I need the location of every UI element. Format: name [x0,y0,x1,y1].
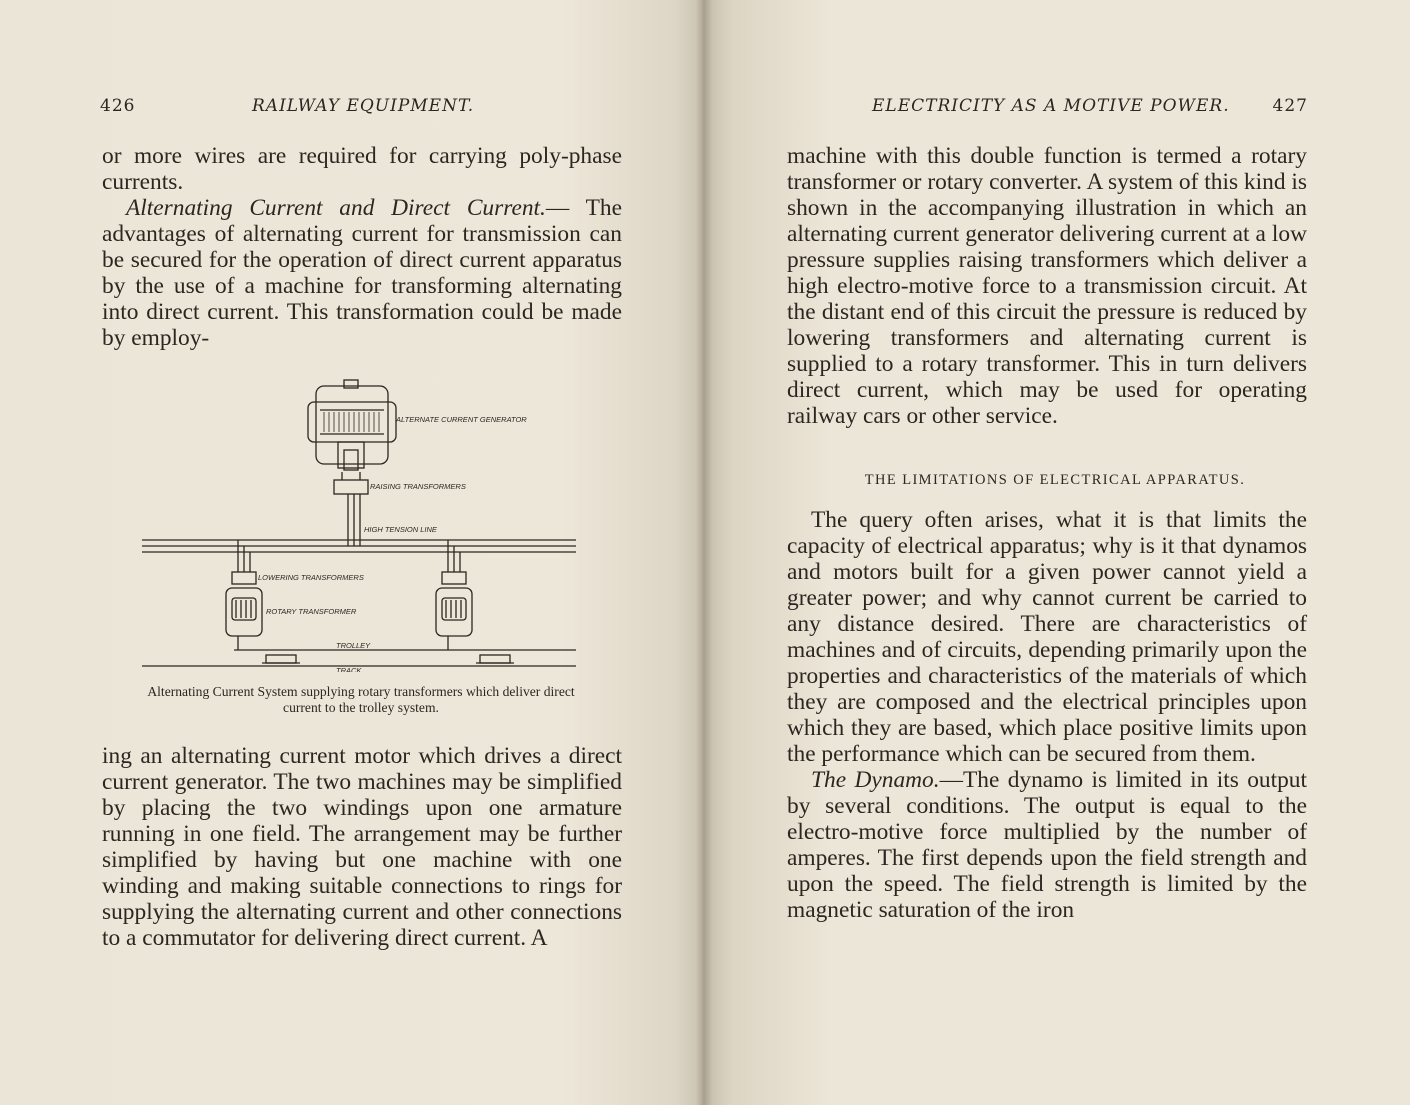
lowering-transformer-right [442,572,466,584]
generator-housing [316,386,388,464]
paragraph: The query often arises, what it is that limits the capacity of electrical apparatus; why is it that dynamos and motors built for a given power cannot yield a greater power; and why cannot current be carried to any distance desired. There are characteristics of machines and of circuits, depending primarily upon the properties and characteristics of the materials of which they are composed and the electrical principles upon which they are based, which place positive limits upon the performance which can be secured from them. [787,507,1307,767]
section-heading: THE LIMITATIONS OF ELECTRICAL APPARATUS. [864,472,1246,488]
lowering-transformer-left [232,572,256,584]
label-generator: ALTERNATE CURRENT GENERATOR [396,415,527,424]
label-trolley: TROLLEY [336,641,371,650]
raising-transformer [334,480,368,494]
paragraph-body: —The dynamo is limited in its output by several conditions. The output is equal to the electro-motive force multiplied by the number of amperes. The first depends upon the field strength and upon the speed. The field strength is limited by the magnetic saturation of the iron [787,767,1307,923]
paragraph: machine with this double function is termed a rotary transformer or rotary converter. A system of this kind is shown in the accompanying illustration in which an alternating current generator delivering current at a low pressure supplies raising transformers which deliver a high electro-motive force to a transmission circuit. At the distant end of this circuit the pressure is reduced by lowering transformers and alternating current is supplied to a rotary transformer. This in turn delivers direct current, which may be used for operating railway cars or other service. [787,143,1307,429]
label-lowering: LOWERING TRANSFORMERS [258,573,364,582]
generator-field [308,402,396,442]
paragraph-body: — The advantages of alternating current for transmission can be secured for the operation of direct current apparatus by the use of a machine for transforming alternating into direct current. This transformation could be made by employ- [102,195,622,351]
label-high-tension: HIGH TENSION LINE [364,525,437,534]
car-right [480,655,510,663]
right-running-head [872,96,1310,116]
label-raising: RAISING TRANSFORMERS [370,482,466,491]
left-text-top [102,143,622,351]
left-text-bottom [102,743,622,951]
label-rotary: ROTARY TRANSFORMER [266,607,357,616]
paragraph: ing an alternating current motor which drives a direct current generator. The two machines may be simplified by placing the two windings upon one armature running in one field. The arrangement may be further simplified by having but one machine with one winding and making suitable connections to rings for supplying the alternating current and other connections to a commutator for delivering direct current. A [102,743,622,951]
figure-caption: Alternating Current System supplying rotary transformers which deliver direct current to the trolley system. [147,684,575,715]
right-running-title: ELECTRICITY AS A MOTIVE POWER. [872,96,1230,116]
italic-lead: Alternating Current and Direct Current. [126,195,546,221]
italic-lead: The Dynamo. [811,767,940,793]
book-gutter [696,0,712,1105]
paragraph: or more wires are required for carrying poly-phase currents. [102,143,622,195]
right-text-top [787,143,1307,429]
paragraph-dynamo [787,767,1307,923]
label-track: TRACK [336,666,362,672]
circuit-diagram [138,376,584,672]
paragraph-alternating-direct [102,195,622,351]
left-running-head [100,96,480,116]
car-left [266,655,296,663]
left-running-title: RAILWAY EQUIPMENT. [252,96,475,116]
right-text-bottom [787,507,1307,923]
figure-ac-system-diagram [138,376,584,672]
left-page-number: 426 [100,96,136,116]
right-page-number: 427 [1272,96,1308,116]
